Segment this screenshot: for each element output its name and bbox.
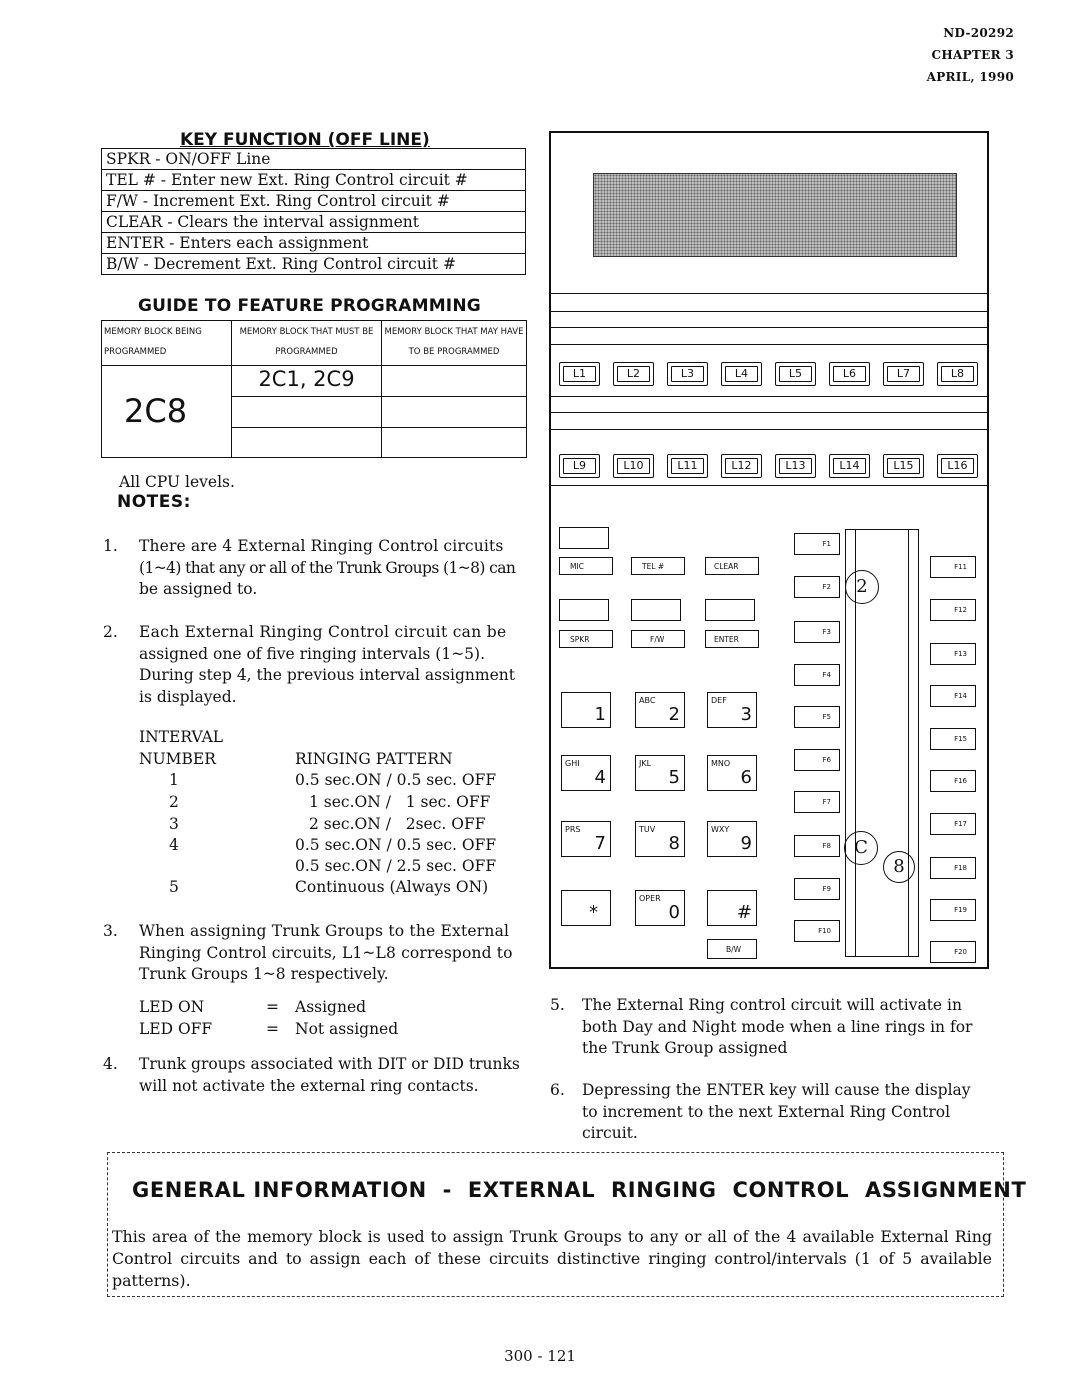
- line-key-l12[interactable]: L12: [721, 454, 762, 478]
- dial-key-star[interactable]: *: [561, 890, 611, 926]
- enter-button[interactable]: ENTER: [705, 630, 759, 648]
- line-key-l4[interactable]: L4: [721, 362, 762, 386]
- clear-button[interactable]: CLEAR: [705, 557, 759, 575]
- guide-empty-cell: [382, 397, 527, 428]
- led-off-value: Not assigned: [295, 1020, 399, 1038]
- note-3: [103, 921, 533, 987]
- fw-button[interactable]: F/W: [631, 630, 685, 648]
- dial-key-3[interactable]: DEF 3: [707, 692, 757, 728]
- interval-pattern: 1 sec.ON / 1 sec. OFF: [309, 793, 491, 811]
- f19-key[interactable]: F19: [930, 899, 976, 921]
- note-number: 3.: [103, 922, 118, 940]
- dial-key-2[interactable]: ABC 2: [635, 692, 685, 728]
- interval-number: 4: [169, 836, 179, 854]
- f15-key[interactable]: F15: [930, 728, 976, 750]
- key-description: - Decrement Ext. Ring Control circuit #: [138, 254, 456, 273]
- note-number: 4.: [103, 1055, 118, 1073]
- note-line: During step 4, the previous interval assignment: [139, 666, 515, 684]
- key-function-row: [102, 191, 526, 212]
- speaker-led-indicator: [559, 599, 609, 621]
- note-line: Ringing Control circuits, L1~L8 correspond to: [139, 943, 513, 962]
- guide-empty-cell: [232, 428, 382, 458]
- f2-key[interactable]: F2: [794, 576, 840, 598]
- key-description: - ON/OFF Line: [150, 149, 271, 168]
- fw-led-indicator: [631, 599, 681, 621]
- line-key-l1[interactable]: L1: [559, 362, 600, 386]
- cpu-levels: All CPU levels.: [119, 473, 235, 491]
- note-line: The External Ring control circuit will activate in: [582, 996, 962, 1014]
- divider: [551, 412, 987, 413]
- note-1: [103, 536, 533, 606]
- tel-number-button[interactable]: TEL #: [631, 557, 685, 575]
- callout-step-2: 2: [845, 570, 879, 604]
- interval-number: 5: [169, 878, 179, 896]
- f9-key[interactable]: F9: [794, 878, 840, 900]
- key-name: CLEAR: [106, 212, 163, 231]
- document-id: ND-20292: [943, 26, 1014, 40]
- interval-pattern: 0.5 sec.ON / 2.5 sec. OFF: [295, 857, 497, 875]
- key-description: - Enter new Ext. Ring Control circuit #: [155, 170, 468, 189]
- key-name: SPKR: [106, 149, 151, 168]
- led-on-equals: =: [266, 998, 279, 1016]
- line-key-l3[interactable]: L3: [667, 362, 708, 386]
- key-description: - Clears the interval assignment: [162, 212, 419, 231]
- interval-number: 1: [169, 771, 179, 789]
- interval-pattern: Continuous (Always ON): [295, 878, 489, 896]
- note-number: 6.: [550, 1081, 565, 1099]
- led-off-equals: =: [266, 1020, 279, 1038]
- f18-key[interactable]: F18: [930, 857, 976, 879]
- general-information-title: GENERAL INFORMATION - EXTERNAL RINGING CONTROL ASSIGNMENT: [132, 1178, 1027, 1202]
- interval-pattern: 2 sec.ON / 2sec. OFF: [309, 815, 486, 833]
- page-header: [927, 22, 1014, 88]
- guide-col-must-program: MEMORY BLOCK THAT MUST BE PROGRAMMED: [232, 321, 382, 366]
- general-information-body: This area of the memory block is used to assign Trunk Groups to any or all of the 4 available External Ring Control circuits and to assign each of these circuits distinctive ringing control/intervals (1 of 5 available patterns).: [112, 1227, 992, 1290]
- guide-title: GUIDE TO FEATURE PROGRAMMING: [138, 296, 481, 316]
- f8-key[interactable]: F8: [794, 835, 840, 857]
- key-name: F/W: [106, 191, 138, 210]
- f11-key[interactable]: F11: [930, 556, 976, 578]
- key-description: - Enters each assignment: [164, 233, 369, 252]
- note-line: assigned one of five ringing intervals (1~5).: [139, 644, 486, 663]
- optional-block-cell: [382, 366, 527, 397]
- led-on-value: Assigned: [295, 998, 367, 1016]
- key-function-title: KEY FUNCTION (OFF LINE): [180, 130, 430, 150]
- note-line: When assigning Trunk Groups to the External: [139, 922, 510, 940]
- f10-key[interactable]: F10: [794, 920, 840, 942]
- note-line: Each External Ringing Control circuit can be: [139, 623, 507, 641]
- divider: [551, 396, 987, 397]
- interval-header: INTERVAL: [139, 728, 224, 746]
- led-on-label: LED ON: [139, 998, 205, 1016]
- key-function-table: [101, 148, 526, 275]
- note-line: There are 4 External Ringing Control circuits: [139, 537, 504, 555]
- divider: [551, 344, 987, 345]
- note-number: 1.: [103, 537, 118, 555]
- line-key-l14[interactable]: L14: [829, 454, 870, 478]
- divider: [551, 429, 987, 430]
- key-description: - Increment Ext. Ring Control circuit #: [137, 191, 450, 210]
- mic-button[interactable]: MIC: [559, 557, 613, 575]
- divider: [551, 485, 987, 486]
- dial-key-9[interactable]: WXY 9: [707, 821, 757, 857]
- note-line: is displayed.: [139, 687, 237, 706]
- key-name: ENTER: [106, 233, 165, 252]
- required-block-codes: 2C1, 2C9: [232, 366, 382, 397]
- note-line: circuit.: [582, 1124, 638, 1142]
- line-key-l13[interactable]: L13: [775, 454, 816, 478]
- bw-button[interactable]: B/W: [707, 939, 757, 959]
- mic-led-indicator: [559, 527, 609, 549]
- note-line: the Trunk Group assigned: [582, 1039, 788, 1057]
- line-key-l10[interactable]: L10: [613, 454, 654, 478]
- divider: [551, 327, 987, 328]
- f16-key[interactable]: F16: [930, 770, 976, 792]
- dial-key-1[interactable]: 1: [561, 692, 611, 728]
- note-line: Depressing the ENTER key will cause the display: [582, 1081, 971, 1099]
- f7-key[interactable]: F7: [794, 791, 840, 813]
- line-key-l5[interactable]: L5: [775, 362, 816, 386]
- f17-key[interactable]: F17: [930, 813, 976, 835]
- guide-table: [101, 320, 527, 458]
- f13-key[interactable]: F13: [930, 643, 976, 665]
- note-line: (1~4) that any or all of the Trunk Groups (1~8) can: [139, 558, 516, 577]
- note-line: to increment to the next External Ring Control: [582, 1102, 951, 1121]
- number-header: NUMBER: [139, 750, 216, 768]
- line-key-l16[interactable]: L16: [937, 454, 978, 478]
- line-key-l9[interactable]: L9: [559, 454, 600, 478]
- document-date: APRIL, 1990: [926, 70, 1014, 84]
- note-2: [103, 622, 533, 712]
- divider: [551, 293, 987, 294]
- f14-key[interactable]: F14: [930, 685, 976, 707]
- f5-key[interactable]: F5: [794, 706, 840, 728]
- f3-key[interactable]: F3: [794, 621, 840, 643]
- memory-block-code: 2C8: [102, 366, 232, 458]
- note-number: 5.: [550, 996, 565, 1014]
- dial-key-4[interactable]: GHI 4: [561, 755, 611, 791]
- guide-empty-cell: [232, 397, 382, 428]
- enter-led-indicator: [705, 599, 755, 621]
- telephone-diagram: [549, 131, 989, 969]
- line-key-l15[interactable]: L15: [883, 454, 924, 478]
- key-name: TEL #: [106, 170, 156, 189]
- callout-step-c: C: [844, 831, 878, 865]
- note-line: will not activate the external ring contacts.: [139, 1076, 479, 1095]
- dial-key-5[interactable]: JKL 5: [635, 755, 685, 791]
- line-key-l8[interactable]: L8: [937, 362, 978, 386]
- speaker-button[interactable]: SPKR: [559, 630, 613, 648]
- note-6: [550, 1080, 990, 1146]
- note-5: [550, 995, 990, 1061]
- note-number: 2.: [103, 623, 118, 641]
- callout-step-8: 8: [883, 851, 915, 883]
- interval-pattern: 0.5 sec.ON / 0.5 sec. OFF: [295, 771, 497, 789]
- line-key-l11[interactable]: L11: [667, 454, 708, 478]
- interval-number: 3: [169, 815, 179, 833]
- page-number: 300 - 121: [504, 1347, 576, 1365]
- f6-key[interactable]: F6: [794, 749, 840, 771]
- chapter-label: CHAPTER 3: [931, 48, 1014, 62]
- guide-col-may-program: MEMORY BLOCK THAT MAY HAVE TO BE PROGRAMMED: [382, 321, 527, 366]
- line-key-l6[interactable]: L6: [829, 362, 870, 386]
- dial-key-0[interactable]: OPER 0: [635, 890, 685, 926]
- key-name: B/W: [106, 254, 139, 273]
- key-function-row: [102, 170, 526, 191]
- dial-key-7[interactable]: PRS 7: [561, 821, 611, 857]
- line-key-l2[interactable]: L2: [613, 362, 654, 386]
- note-line: Trunk Groups 1~8 respectively.: [139, 965, 389, 983]
- guide-empty-cell: [382, 428, 527, 458]
- interval-pattern: 0.5 sec.ON / 0.5 sec. OFF: [295, 836, 497, 854]
- key-function-row: [102, 149, 526, 170]
- led-off-label: LED OFF: [139, 1020, 213, 1038]
- key-function-row: [102, 254, 526, 275]
- dial-key-6[interactable]: MNO 6: [707, 755, 757, 791]
- f1-key[interactable]: F1: [794, 533, 840, 555]
- dial-key-8[interactable]: TUV 8: [635, 821, 685, 857]
- interval-number: 2: [169, 793, 179, 811]
- key-function-row: [102, 233, 526, 254]
- lcd-display: [593, 173, 957, 257]
- ringing-pattern-header: RINGING PATTERN: [295, 750, 453, 768]
- line-key-l7[interactable]: L7: [883, 362, 924, 386]
- divider: [551, 311, 987, 312]
- dial-key-hash[interactable]: #: [707, 890, 757, 926]
- key-function-row: [102, 212, 526, 233]
- guide-col-being-programmed: MEMORY BLOCK BEING PROGRAMMED: [102, 321, 232, 366]
- notes-title: NOTES:: [117, 492, 191, 512]
- note-line: be assigned to.: [139, 580, 258, 598]
- f4-key[interactable]: F4: [794, 664, 840, 686]
- note-line: both Day and Night mode when a line rings in for: [582, 1017, 973, 1036]
- note-line: Trunk groups associated with DIT or DID trunks: [139, 1055, 520, 1073]
- note-4: [103, 1054, 543, 1100]
- f12-key[interactable]: F12: [930, 599, 976, 621]
- f20-key[interactable]: F20: [930, 941, 976, 963]
